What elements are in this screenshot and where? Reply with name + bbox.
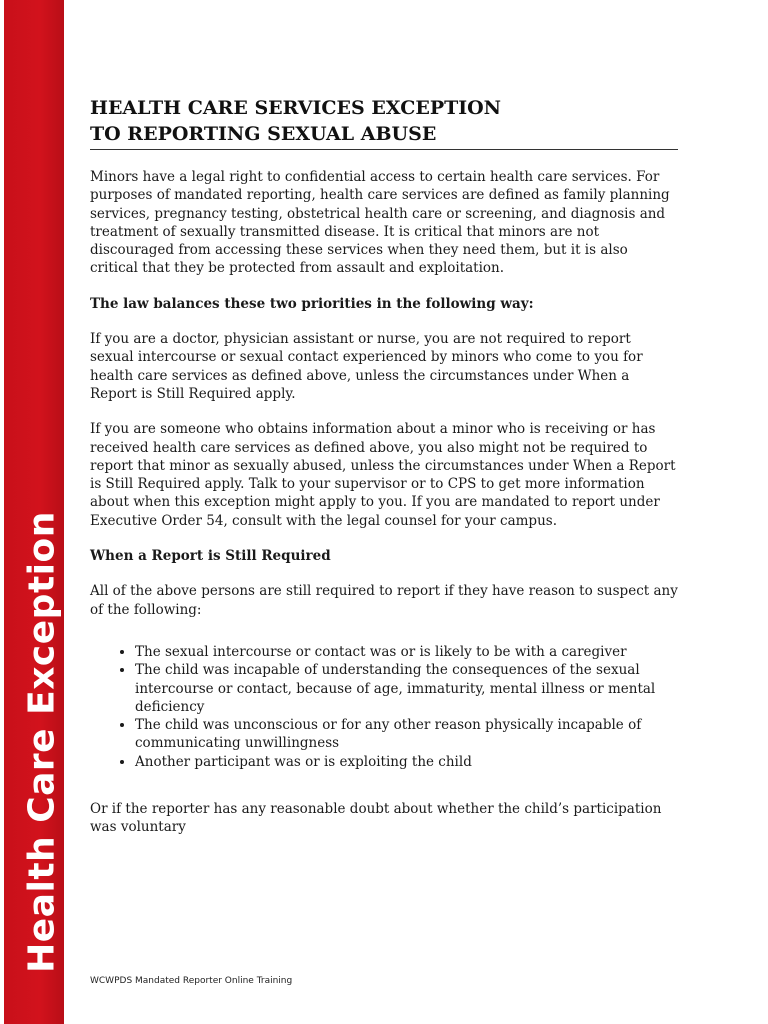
title-line-2: TO REPORTING SEXUAL ABUSE [90,123,437,145]
title-line-1: HEALTH CARE SERVICES EXCEPTION [90,97,502,119]
list-item: • Another participant was or is exploiting the child [135,753,678,771]
footer-text: WCWPDS Mandated Reporter Online Training [90,976,293,986]
others-paragraph: If you are someone who obtains information about a minor who is receiving or has received health care services as defined above, you also might not be required to report that minor as sexually abused, unless the circumstances under When a Report is Still Required apply. Talk to your supervisor or to CPS to get more information about when this exception might apply to you. If you are mandated to report under Executive Order 54, consult with the legal counsel for your campus. [90,421,676,529]
circumstance-list [90,643,678,771]
balance-statement: The law balances these two priorities in the following way: [90,295,534,312]
requirement-paragraph: All of the above persons are still required to report if they have reason to suspect any of the following: [90,583,678,618]
document-content [90,95,678,854]
sidebar-banner [4,0,64,1024]
doctors-paragraph: If you are a doctor, physician assistant or nurse, you are not required to report sexual intercourse or sexual contact experienced by minors who come to you for health care services as defined above, unless the circumstances under When a Report is Still Required apply. [90,331,643,402]
section-subheading: When a Report is Still Required [90,548,331,565]
page-title [90,95,678,147]
title-divider [90,149,678,150]
intro-paragraph: Minors have a legal right to confidential access to certain health care services. For purposes of mandated reporting, health care services are defined as family planning services, pregnancy testing, obstetrical health care or screening, and diagnosis and treatment of sexually transmitted disease. It is critical that minors are not discouraged from accessing these services when they need them, but it is also critical that they be protected from assault and exploitation. [90,169,670,277]
sidebar-title: Health Care Exception [21,511,63,973]
closing-paragraph: Or if the reporter has any reasonable doubt about whether the child’s participation was voluntary [90,801,662,836]
list-item: • The child was incapable of understanding the consequences of the sexual intercourse or contact, because of age, immaturity, mental illness or mental deficiency [135,661,678,716]
list-item: • The child was unconscious or for any other reason physically incapable of communicating unwillingness [135,716,678,753]
list-item: • The sexual intercourse or contact was or is likely to be with a caregiver [135,643,678,661]
